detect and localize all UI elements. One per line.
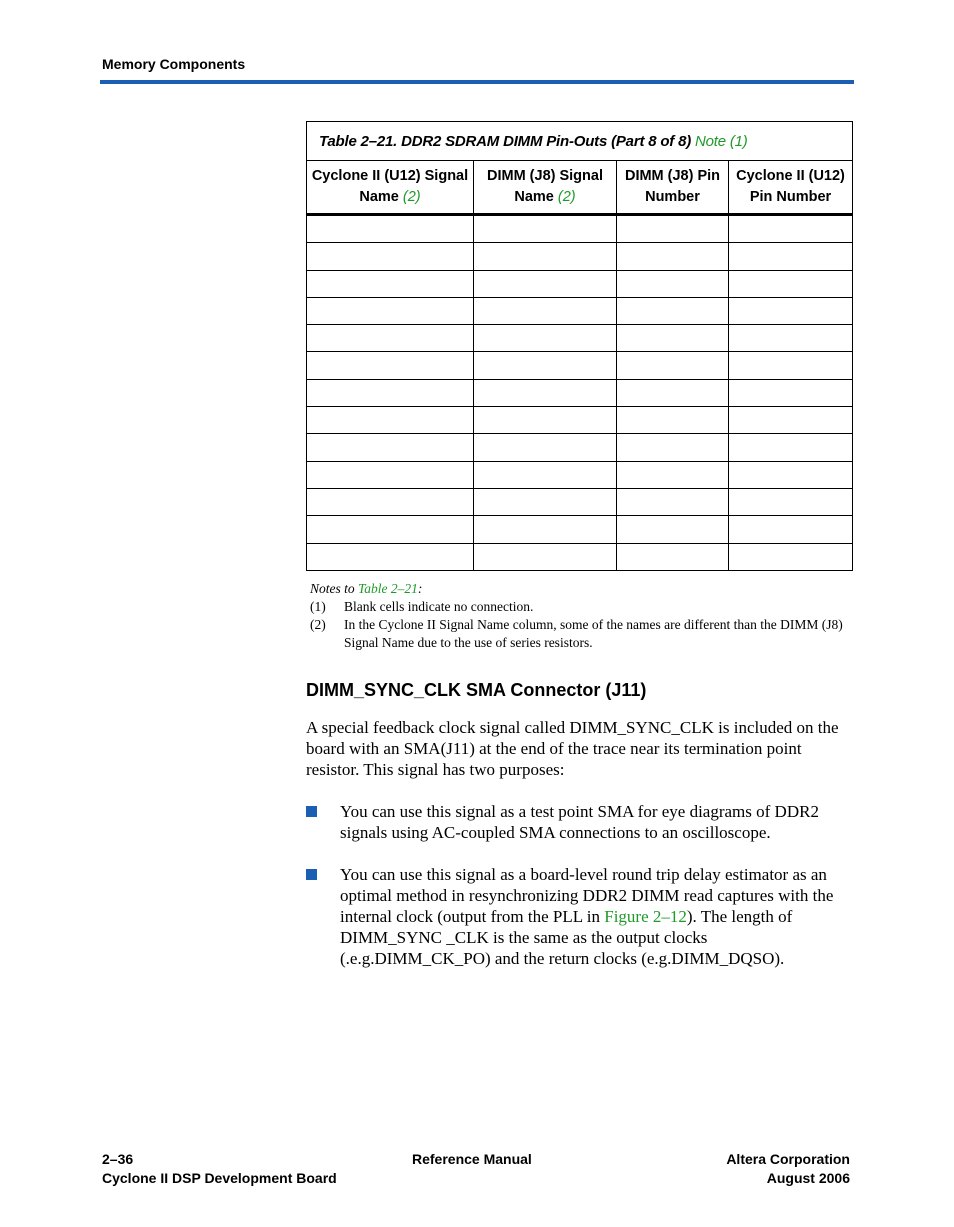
table-cell: [307, 243, 474, 270]
footer-right: [726, 1150, 850, 1188]
table-cell: [307, 352, 474, 379]
column-header-label: Cyclone II (U12) Signal Name: [311, 168, 469, 205]
table-notes: [310, 580, 855, 652]
table-row: [307, 297, 853, 324]
notes-title-prefix: Notes to: [310, 581, 359, 596]
notes-table-link[interactable]: Table 2–21: [358, 581, 418, 596]
table-cell: [729, 434, 853, 461]
table-cell: [474, 215, 617, 243]
table-cell: [729, 488, 853, 515]
header-rule: [100, 80, 854, 84]
table-cell: [307, 488, 474, 515]
table-cell: [617, 243, 729, 270]
bullet-square-icon: [306, 869, 317, 880]
bullet-text-part: ). The length of DIMM_SYNC _CLK is the same as the output clocks (.e.g.DIMM_CK_PO) and the return clocks (e.g.DIMM_DQSO).: [340, 907, 793, 968]
table-cell: [474, 243, 617, 270]
running-header: Memory Components: [102, 56, 246, 72]
bullet-item: [306, 864, 852, 969]
section-heading: DIMM_SYNC_CLK SMA Connector (J11): [306, 680, 647, 700]
note-item: [310, 616, 855, 652]
note-number: (1): [310, 599, 326, 614]
table-cell: [729, 461, 853, 488]
table-cell: [474, 461, 617, 488]
table-row: [307, 243, 853, 270]
table-cell: [617, 215, 729, 243]
table-cell: [474, 543, 617, 570]
bullet-text-part: You can use this signal as a board-level round trip delay estimator as an optimal method in resynchronizing DDR2 DIMM read captures with the internal clock (output from the PLL in: [340, 865, 834, 926]
table-cell: [729, 297, 853, 324]
table-row: [307, 543, 853, 570]
table-cell: [617, 434, 729, 461]
table-row: [307, 516, 853, 543]
table-cell: [617, 325, 729, 352]
table-row: [307, 379, 853, 406]
table-cell: [474, 434, 617, 461]
table-cell: [474, 352, 617, 379]
bullet-square-icon: [306, 806, 317, 817]
table-cell: [307, 543, 474, 570]
table-cell: [617, 297, 729, 324]
table-caption-text: Table 2–21. DDR2 SDRAM DIMM Pin-Outs (Part 8 of 8): [319, 132, 692, 150]
table-cell: [729, 270, 853, 297]
table-cell: [729, 516, 853, 543]
footer-company: Altera Corporation: [726, 1151, 850, 1167]
note-text: Blank cells indicate no connection.: [344, 599, 534, 614]
table-row: [307, 407, 853, 434]
table-cell: [307, 434, 474, 461]
pinout-table: [306, 121, 853, 571]
table-cell: [617, 461, 729, 488]
footer-date: August 2006: [766, 1170, 850, 1186]
table-cell: [617, 407, 729, 434]
table-cell: [617, 488, 729, 515]
footer-doc-title: Cyclone II DSP Development Board: [102, 1170, 337, 1186]
footer-left: [102, 1150, 337, 1188]
note-number: (2): [310, 617, 326, 632]
column-header-label: DIMM (J8) Pin Number: [624, 168, 721, 205]
table-row: [307, 325, 853, 352]
table-cell: [729, 215, 853, 243]
table-cell: [729, 243, 853, 270]
table-cell: [474, 407, 617, 434]
column-header-label: Cyclone II (U12) Pin Number: [736, 168, 845, 205]
table-row: [307, 352, 853, 379]
footer-manual: Reference Manual: [412, 1151, 532, 1167]
table-cell: [617, 516, 729, 543]
figure-link[interactable]: Figure 2–12: [604, 907, 687, 926]
table-cell: [729, 352, 853, 379]
table-caption: [307, 122, 853, 161]
table-cell: [307, 461, 474, 488]
column-header-label: DIMM (J8) Signal Name: [486, 168, 603, 205]
footer-center: [412, 1150, 532, 1169]
table-cell: [729, 407, 853, 434]
notes-title-suffix: :: [417, 581, 423, 596]
column-header-note-link[interactable]: (2): [557, 189, 576, 205]
page-number: 2–36: [102, 1151, 134, 1167]
column-header: [729, 161, 853, 215]
bullet-item: [306, 801, 852, 843]
table-row: [307, 434, 853, 461]
notes-title: [310, 580, 855, 598]
table-cell: [307, 379, 474, 406]
table-cell: [307, 407, 474, 434]
note-item: [310, 598, 855, 616]
column-header-note-link[interactable]: (2): [402, 189, 421, 205]
column-header: [474, 161, 617, 215]
note-text: In the Cyclone II Signal Name column, some of the names are different than the DIMM (J8) Signal Name due to the use of series resistors.: [344, 617, 843, 650]
table-cell: [307, 516, 474, 543]
bullet-text: [340, 864, 852, 969]
table-cell: [307, 215, 474, 243]
table-cell: [617, 352, 729, 379]
table-row: [307, 215, 853, 243]
table-cell: [474, 270, 617, 297]
table-cell: [729, 543, 853, 570]
bullet-text-part: You can use this signal as a test point SMA for eye diagrams of DDR2 signals using AC-coupled SMA connections to an oscilloscope.: [340, 802, 819, 842]
column-header: [307, 161, 474, 215]
table-row: [307, 488, 853, 515]
table-caption-note-link[interactable]: Note (1): [694, 132, 748, 150]
table-cell: [474, 325, 617, 352]
table-cell: [729, 379, 853, 406]
table-row: [307, 270, 853, 297]
table-cell: [307, 325, 474, 352]
table-cell: [617, 379, 729, 406]
table-cell: [474, 379, 617, 406]
table-body: [307, 215, 853, 571]
table-cell: [307, 270, 474, 297]
column-header: [617, 161, 729, 215]
table-row: [307, 461, 853, 488]
bullet-text: [340, 801, 852, 843]
table-cell: [617, 543, 729, 570]
table-cell: [729, 325, 853, 352]
table-cell: [474, 297, 617, 324]
section-paragraph: A special feedback clock signal called DIMM_SYNC_CLK is included on the board with an SMA(J11) at the end of the trace near its termination point resistor. This signal has two purposes:: [306, 718, 839, 779]
table-cell: [307, 297, 474, 324]
table-cell: [617, 270, 729, 297]
table-cell: [474, 516, 617, 543]
table-cell: [474, 488, 617, 515]
